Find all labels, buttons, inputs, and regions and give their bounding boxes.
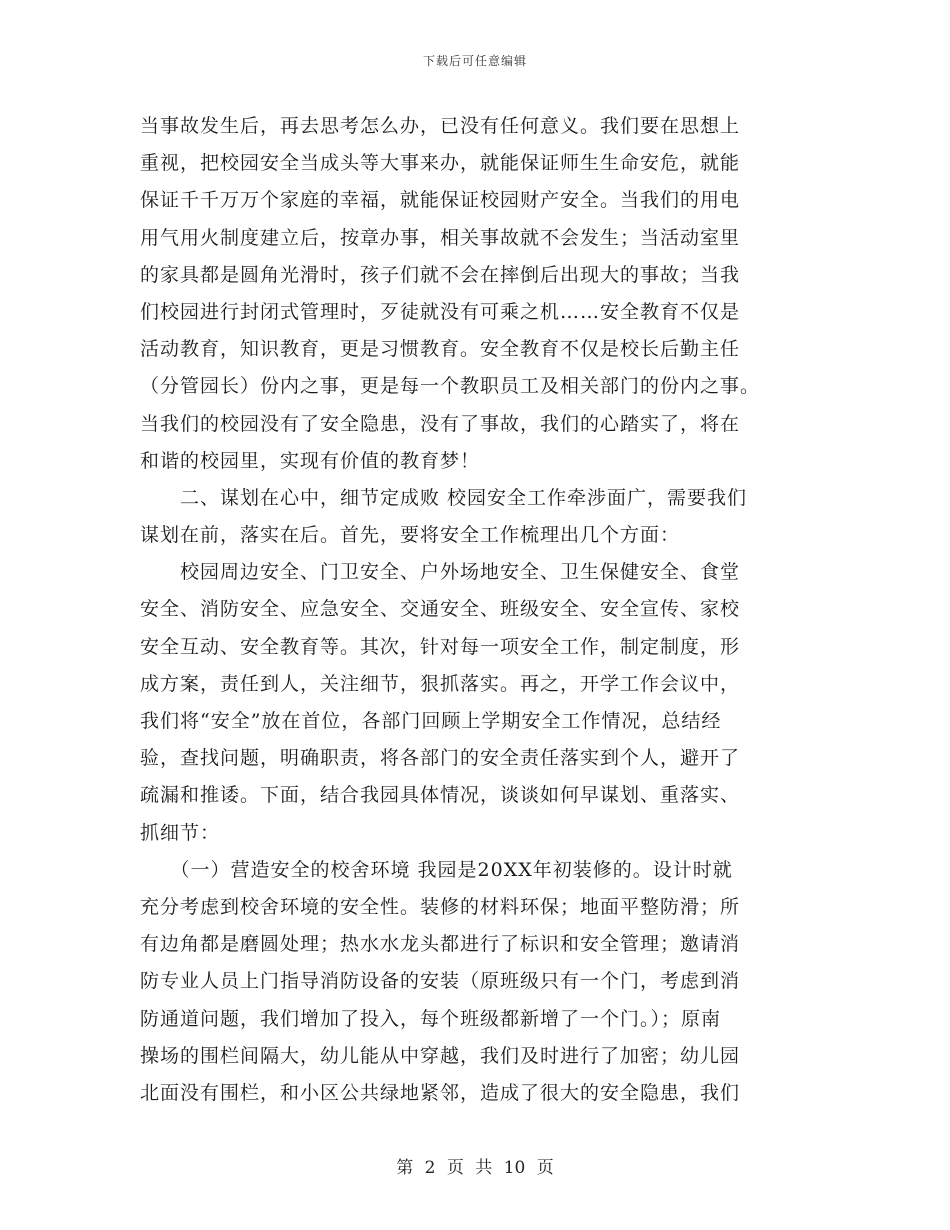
text-line: 防通道问题，我们增加了投入，每个班级都新增了一个门。）；原南 [140,1007,722,1030]
document-body [140,108,820,1112]
text-line: 用气用火制度建立后，按章办事，相关事故就不会发生；当活动室里 [140,226,741,249]
page-number-footer: 第 2 页 共 10 页 [396,1158,554,1178]
text-line: 安全、消防安全、应急安全、交通安全、班级安全、安全宣传、家校 [140,598,741,621]
text-line: 防专业人员上门指导消防设备的安装（原班级只有一个门，考虑到消 [140,970,741,993]
text-line: 和谐的校园里，实现有价值的教育梦！ [140,449,481,472]
text-line: 们校园进行封闭式管理时，歹徒就没有可乘之机……安全教育不仅是 [140,300,741,323]
text-line: 成方案，责任到人，关注细节，狠抓落实。再之，开学工作会议中， [140,672,741,695]
text-line: 重视，把校园安全当成头等大事来办，就能保证师生生命安危，就能 [140,152,741,175]
text-line: 的家具都是圆角光滑时，孩子们就不会在摔倒后出现大的事故；当我 [140,263,741,286]
text-line: 北面没有围栏，和小区公共绿地紧邻，造成了很大的安全隐患，我们 [140,1081,741,1104]
text-line: 抓细节： [140,821,221,844]
text-line: 保证千千万万个家庭的幸福，就能保证校园财产安全。当我们的用电 [140,189,741,212]
text-line: （一）营造安全的校舍环境 我园是20XX年初装修的。设计时就 [140,858,733,881]
text-line: 当事故发生后，再去思考怎么办，已没有任何意义。我们要在思想上 [140,115,741,137]
text-line: 我们将“安全”放在首位，各部门回顾上学期安全工作情况，总结经 [140,710,722,732]
text-line: 有边角都是磨圆处理；热水水龙头都进行了标识和安全管理；邀请消 [140,933,741,956]
text-line: 谋划在前，落实在后。首先，要将安全工作梳理出几个方面： [140,524,681,547]
page-header: 下载后可任意编辑 [422,54,527,68]
text-line: 当我们的校园没有了安全隐患，没有了事故，我们的心踏实了，将在 [140,412,741,435]
text-line: 校园周边安全、门卫安全、户外场地安全、卫生保健安全、食堂 [140,561,741,584]
text-line: 活动教育，知识教育，更是习惯教育。安全教育不仅是校长后勤主任 [140,338,741,361]
text-line: 验，查找问题，明确职责，将各部门的安全责任落实到个人，避开了 [140,747,741,770]
text-line: 疏漏和推诿。下面，结合我园具体情况，谈谈如何早谋划、重落实、 [140,784,741,807]
text-line: 安全互动、安全教育等。其次，针对每一项安全工作，制定制度，形 [140,635,741,658]
text-line: 操场的围栏间隔大，幼儿能从中穿越，我们及时进行了加密；幼儿园 [140,1044,741,1067]
text-line: 充分考虑到校舍环境的安全性。装修的材料环保；地面平整防滑；所 [140,895,741,918]
text-line: 二、谋划在心中，细节定成败 校园安全工作牵涉面广，需要我们 [140,486,748,509]
text-line: （分管园长）份内之事，更是每一个教职员工及相关部门的份内之事。 [140,375,761,398]
